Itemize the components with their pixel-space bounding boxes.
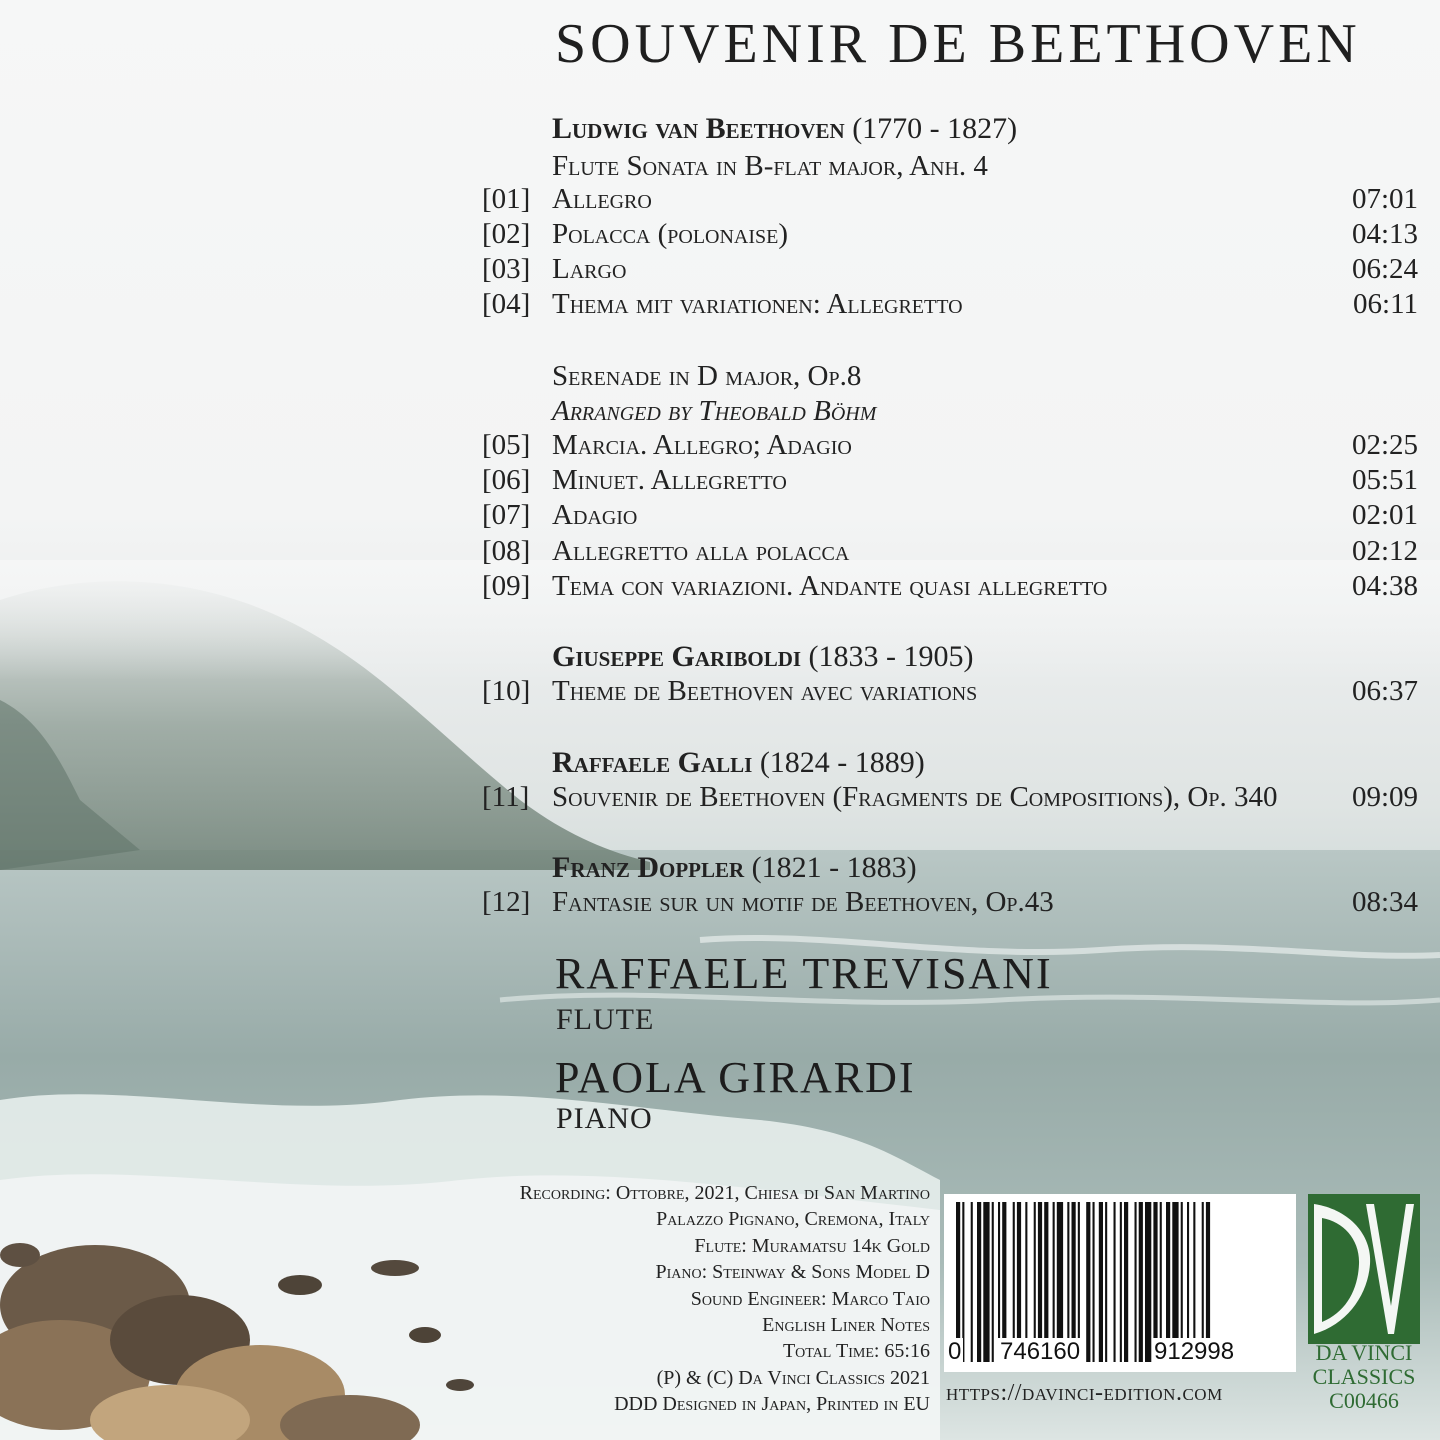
track-row <box>482 886 1418 922</box>
barcode <box>944 1194 1296 1372</box>
credit-line: Sound Engineer: Marco Taio <box>690 1287 930 1310</box>
composer-dates: (1770 - 1827) <box>852 112 1018 145</box>
barcode-right-digits: 912998 <box>1154 1338 1235 1365</box>
composer-dates: (1824 - 1889) <box>759 746 925 779</box>
track-number: [08] <box>482 535 531 567</box>
arranger-credit: Arranged by Theobald Böhm <box>552 395 877 427</box>
track-row <box>482 464 1418 500</box>
composer-name: Franz Doppler <box>552 851 745 884</box>
composer-beethoven <box>552 112 1017 146</box>
track-duration: 06:37 <box>1351 675 1418 707</box>
track-duration: 02:01 <box>1351 499 1418 531</box>
track-number: [11] <box>482 781 530 813</box>
catalog-number: C00466 <box>1329 1388 1399 1413</box>
track-duration: 08:34 <box>1351 886 1418 918</box>
track-title: Polacca (polonaise) <box>552 218 789 250</box>
credit-line: Flute: Muramatsu 14k Gold <box>694 1234 930 1257</box>
composer-doppler <box>552 851 917 885</box>
track-title: Tema con variazioni. Andante quasi allegretto <box>552 570 1108 602</box>
track-title: Thema mit variationen: Allegretto <box>552 288 963 320</box>
track-number: [06] <box>482 464 531 496</box>
barcode-bar <box>1093 1202 1095 1362</box>
website-link[interactable]: https://davinci-edition.com <box>946 1380 1223 1406</box>
track-row <box>482 183 1418 219</box>
track-title: Largo <box>552 253 627 285</box>
label-name-line2: CLASSICS <box>1312 1364 1416 1389</box>
track-number: [04] <box>482 288 531 320</box>
credit-line: (P) & (C) Da Vinci Classics 2021 <box>656 1366 930 1389</box>
track-title: Minuet. Allegretto <box>552 464 787 496</box>
track-number: [10] <box>482 675 531 707</box>
barcode-bar <box>992 1202 994 1362</box>
track-row <box>482 218 1418 254</box>
track-row <box>482 535 1418 571</box>
credit-line: Total Time: 65:16 <box>782 1340 930 1363</box>
track-row <box>482 675 1418 711</box>
barcode-first-digit: 0 <box>948 1338 962 1365</box>
performer-instrument: PIANO <box>556 1102 653 1135</box>
composer-name: Ludwig van Beethoven <box>552 112 845 145</box>
track-row <box>482 781 1418 817</box>
barcode-bar <box>971 1202 973 1362</box>
credit-line: English Liner Notes <box>762 1313 930 1336</box>
track-number: [05] <box>482 429 531 461</box>
barcode-bar <box>983 1202 989 1362</box>
track-title: Allegretto alla polacca <box>552 535 850 567</box>
track-title: Souvenir de Beethoven (Fragments de Compositions), Op. 340 <box>552 781 1278 813</box>
recording-credits <box>520 1180 930 1418</box>
work-title: Flute Sonata in B-flat major, Anh. 4 <box>552 150 988 182</box>
track-number: [12] <box>482 886 531 918</box>
track-duration: 07:01 <box>1351 183 1418 215</box>
composer-name: Raffaele Galli <box>552 746 753 779</box>
barcode-bar <box>1124 1202 1128 1362</box>
barcode-bar <box>1120 1202 1122 1362</box>
performer-name: RAFFAELE TREVISANI <box>555 949 1053 998</box>
credit-line: Palazzo Pignano, Cremona, Italy <box>656 1208 930 1231</box>
track-duration: 05:51 <box>1351 464 1418 496</box>
barcode-bar <box>1105 1202 1107 1362</box>
track-number: [03] <box>482 253 531 285</box>
track-title: Fantasie sur un motif de Beethoven, Op.43 <box>552 886 1054 918</box>
track-row <box>482 570 1418 606</box>
track-duration: 09:09 <box>1351 781 1418 813</box>
track-title: Adagio <box>552 499 638 531</box>
barcode-bar <box>1114 1202 1116 1362</box>
barcode-bar <box>1139 1202 1143 1362</box>
track-number: [07] <box>482 499 531 531</box>
label-name-line1: DA VINCI <box>1315 1340 1413 1365</box>
track-duration: 02:25 <box>1351 429 1418 461</box>
composer-gariboldi <box>552 640 974 674</box>
performer-name: PAOLA GIRARDI <box>555 1053 916 1102</box>
track-title: Allegro <box>552 183 652 215</box>
composer-dates: (1821 - 1883) <box>751 851 917 884</box>
credit-line: Piano: Steinway & Sons Model D <box>655 1261 930 1284</box>
track-row <box>482 429 1418 465</box>
track-title: Marcia. Allegro; Adagio <box>552 429 852 461</box>
barcode-bar <box>1099 1202 1103 1362</box>
composer-galli <box>552 746 925 780</box>
track-duration: 06:11 <box>1353 288 1418 320</box>
composer-name: Giuseppe Gariboldi <box>552 640 802 673</box>
barcode-bars <box>944 1194 1296 1372</box>
track-row <box>482 499 1418 535</box>
track-number: [09] <box>482 570 531 602</box>
barcode-bar <box>977 1202 981 1362</box>
barcode-left-digits: 746160 <box>1000 1338 1081 1365</box>
track-row <box>482 253 1418 289</box>
performer-instrument: FLUTE <box>556 1003 655 1036</box>
track-duration: 04:13 <box>1351 218 1418 250</box>
album-title: SOUVENIR DE BEETHOVEN <box>555 13 1361 75</box>
work-title: Serenade in D major, Op.8 <box>552 360 862 392</box>
credit-line: DDD Designed in Japan, Printed in EU <box>614 1393 930 1416</box>
barcode-bar <box>1145 1202 1151 1362</box>
track-number: [02] <box>482 218 531 250</box>
composer-dates: (1833 - 1905) <box>808 640 974 673</box>
track-title: Theme de Beethoven avec variations <box>552 675 978 707</box>
track-number: [01] <box>482 183 531 215</box>
track-duration: 02:12 <box>1351 535 1418 567</box>
barcode-bar <box>1086 1202 1090 1362</box>
credit-line: Recording: Ottobre, 2021, Chiesa di San Martino <box>519 1182 930 1204</box>
track-duration: 04:38 <box>1351 570 1418 602</box>
track-duration: 06:24 <box>1351 253 1418 285</box>
track-row <box>482 288 1418 324</box>
da-vinci-logo-icon <box>1308 1194 1420 1344</box>
barcode-bar <box>1135 1202 1137 1362</box>
